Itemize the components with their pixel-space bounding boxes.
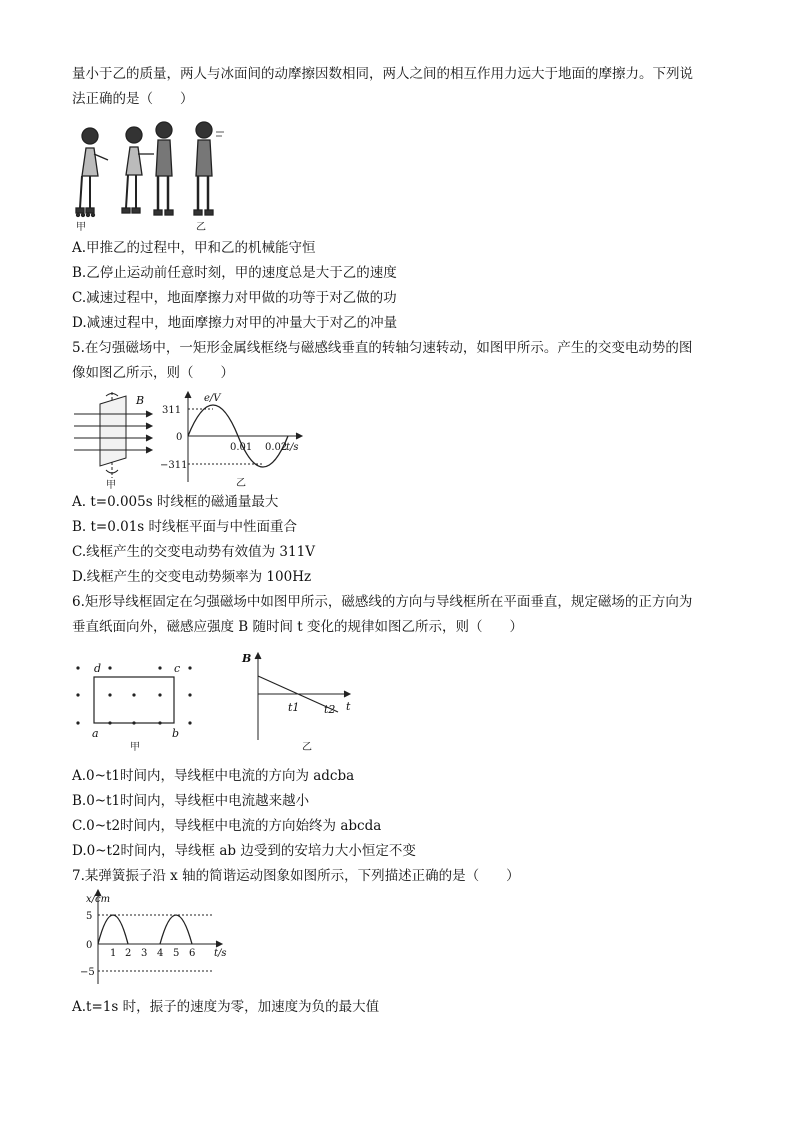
q7-tick-6: 6 — [189, 948, 196, 959]
q6-t2-label: t2 — [324, 703, 336, 716]
q5-stem-line1: 5.在匀强磁场中，一矩形金属线框绕与磁感线垂直的转轴匀速转动，如图甲所示。产生的交变电动势的图 — [72, 340, 693, 356]
rotation-arrow-bottom-icon — [106, 470, 118, 473]
q7-tick-5: 5 — [173, 948, 180, 959]
q5-option-a: A. t=0.005s 时线框的磁通量最大 — [72, 494, 279, 510]
q6-label-yi: 乙 — [302, 742, 312, 753]
q7-stem: 7.某弹簧振子沿 x 轴的简谐运动图象如图所示，下列描述正确的是（ ） — [72, 868, 520, 884]
skater-jia-pushing-figure — [122, 127, 154, 213]
q5-y-max: 311 — [162, 405, 182, 416]
corner-d: d — [94, 662, 102, 675]
q4-option-a: A.甲推乙的过程中，甲和乙的机械能守恒 — [72, 240, 316, 256]
q5-t2: 0.02 — [265, 442, 288, 453]
q7-shm-graph — [78, 888, 244, 988]
q4-skaters-figure — [72, 118, 232, 236]
q5-option-b: B. t=0.01s 时线框平面与中性面重合 — [72, 519, 298, 535]
wire-frame-rect — [94, 677, 174, 723]
q5-option-c: C.线框产生的交变电动势有效值为 311V — [72, 544, 315, 560]
q6-stem-line1: 6.矩形导线框固定在匀强磁场中如图甲所示，磁感线的方向与导线框所在平面垂直，规定磁场的正方向为 — [72, 594, 693, 610]
q7-y-min: −5 — [80, 967, 95, 978]
corner-c: c — [174, 662, 181, 675]
q7-tick-3: 3 — [141, 948, 148, 959]
q5-stem-line2: 像如图乙所示，则（ ） — [72, 365, 234, 381]
corner-b: b — [172, 727, 180, 740]
q7-y-axis-label: x/cm — [86, 894, 111, 905]
q5-origin: 0 — [176, 432, 183, 443]
q5-option-d: D.线框产生的交变电动势频率为 100Hz — [72, 569, 312, 585]
q4-stem-line2: 法正确的是（ ） — [72, 91, 194, 107]
q7-tick-1: 1 — [110, 948, 117, 959]
q6-option-b: B.0~t1时间内，导线框中电流越来越小 — [72, 793, 310, 809]
q5-y-min: −311 — [160, 460, 188, 471]
q6-x-axis-label: t — [346, 700, 351, 713]
q5-t1: 0.01 — [230, 442, 253, 453]
q6-wire-frame-figure — [70, 656, 200, 756]
skater-yi-figure — [194, 122, 224, 215]
q6-option-d: D.0~t2时间内，导线框 ab 边受到的安培力大小恒定不变 — [72, 843, 416, 859]
skater-jia-figure — [76, 128, 108, 217]
q4-label-yi: 乙 — [196, 222, 206, 233]
q5-label-yi: 乙 — [236, 478, 246, 489]
q6-y-axis-label: B — [242, 652, 252, 665]
q6-stem-line2: 垂直纸面向外，磁感应强度 B 随时间 t 变化的规律如图乙所示，则（ ） — [72, 619, 524, 635]
q4-option-b: B.乙停止运动前任意时刻，甲的速度总是大于乙的速度 — [72, 265, 397, 281]
q4-option-d: D.减速过程中，地面摩擦力对甲的冲量大于对乙的冲量 — [72, 315, 398, 331]
q7-y-max: 5 — [86, 911, 93, 922]
q4-label-jia: 甲 — [76, 222, 86, 233]
q7-origin: 0 — [86, 940, 93, 951]
q7-option-a: A.t=1s 时，振子的速度为零，加速度为负的最大值 — [72, 999, 380, 1015]
q5-y-axis-label: e/V — [204, 393, 221, 404]
q5-x-axis-label: t/s — [286, 442, 299, 453]
q5-emf-graph — [160, 390, 310, 490]
shm-curve-arc2 — [160, 915, 192, 944]
q4-stem-line1: 量小于乙的质量，两人与冰面间的动摩擦因数相同，两人之间的相互作用力远大于地面的摩擦力。下列说 — [72, 66, 693, 82]
skater-yi-pushed-figure — [154, 122, 173, 215]
shm-curve-arc1 — [98, 915, 128, 944]
q6-option-a: A.0~t1时间内，导线框中电流的方向为 adcba — [72, 768, 355, 784]
coil-frame — [100, 396, 126, 466]
q7-tick-2: 2 — [125, 948, 132, 959]
q7-x-axis-label: t/s — [214, 948, 227, 959]
q5-b-label: B — [136, 394, 145, 407]
corner-a: a — [92, 727, 99, 740]
q6-option-c: C.0~t2时间内，导线框中电流的方向始终为 abcda — [72, 818, 382, 834]
q4-option-c: C.减速过程中，地面摩擦力对甲做的功等于对乙做的功 — [72, 290, 397, 306]
q5-coil-figure — [72, 390, 160, 490]
q5-label-jia: 甲 — [106, 480, 116, 490]
q7-tick-4: 4 — [157, 948, 164, 959]
q6-label-jia: 甲 — [130, 742, 140, 753]
q6-t1-label: t1 — [288, 701, 300, 714]
q6-b-t-graph — [232, 650, 362, 758]
